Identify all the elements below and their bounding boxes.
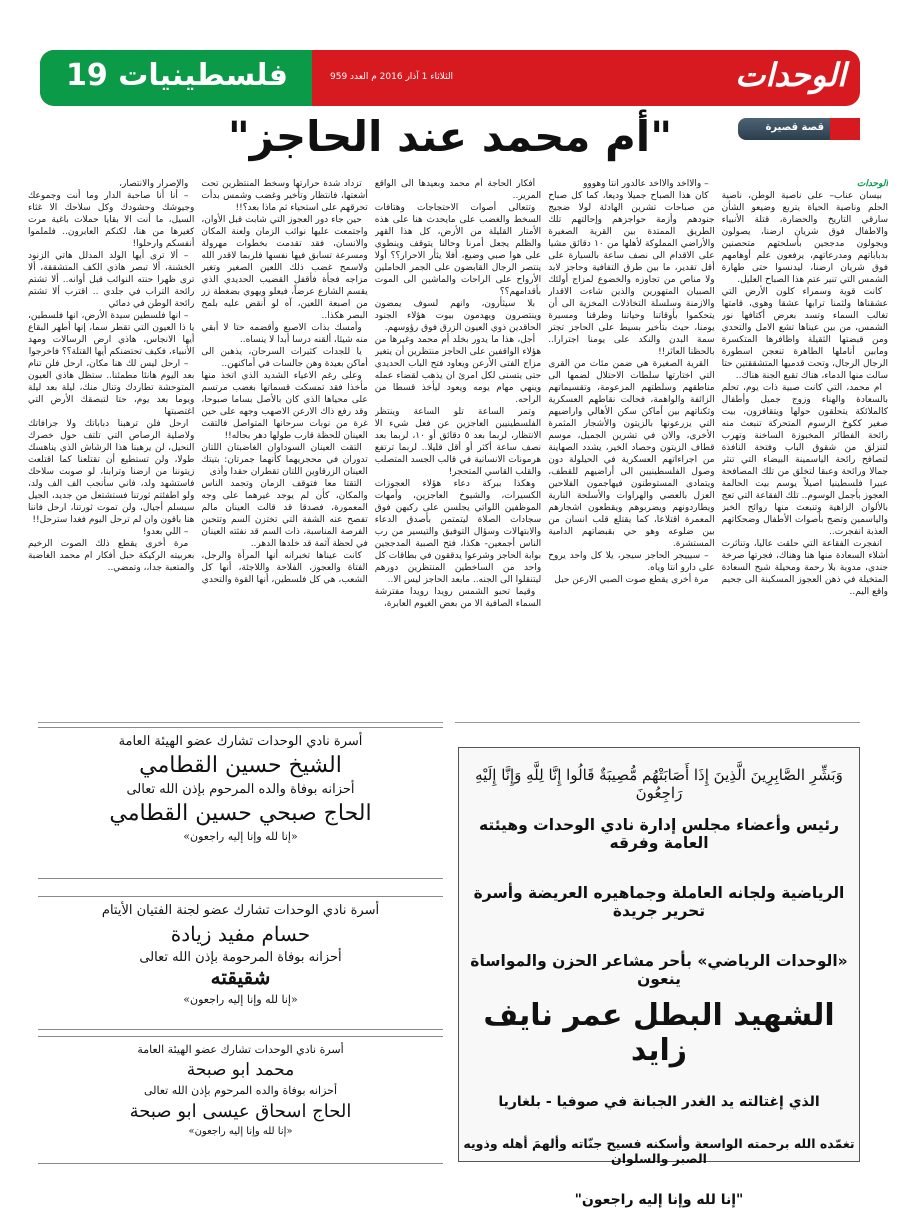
paragraph: أفكار الحاجة أم محمد وبعيدها الى الواقع المرير.. <box>374 179 542 201</box>
paragraph: – ارحل ليس لك هنا مكان، ارحل فلن تنام بعد اليوم هانئا مطمئنا.. ستظل هاذي العيون المتوحشة تطاردك وتنال منك، ليلة بعد ليلة ويوما بعد يوم، حتا لتبصقك الأرض التي اغتصبتها <box>27 359 195 417</box>
paragraph: – اللي بعدو! <box>142 527 189 537</box>
notice-intro: أسرة نادي الوحدات تشارك عضو لجنة الفتيان الأيتام <box>101 903 380 918</box>
paragraph: – سيييجر الحاجز سيجر، يلا كل واحد يروح على دارو انتا وياه. <box>548 551 715 573</box>
notice-deceased: الحاج صبحي حسين القطامي <box>109 801 372 826</box>
notice-member-name: محمد ابو صبحة <box>186 1060 295 1080</box>
obituary-closing: "إنا لله وإنا إليه راجعون" <box>574 1192 744 1208</box>
paragraph: – والااخد والااخد عالدور انتا وهووو <box>583 179 709 189</box>
paragraph: القرية الصغيرة هي ضمن مئات من القرى التي اختارتها سلطات الاحتلال لضمها الى مناطقهم وسلطتهم المزعومة، وتقسيماتهم الزائفة والواهمة، فحالت نقاطهم العسكرية وثكناتهم بين أماكن سكن الأهالي واراضيهم التي يزرعونها بالزيتون والأشجار المثمرة الأخرى، والان في تشرين الجميل، موسم قطاف الزيتون وحصاد الخير، يشدد الصهاينة من اجراءاتهم العسكرية في الحيلولة دون وصول الفلسطينيين الى أراضيهم للقطف، ويتمادى المستوطنون فيهاجمون الفلاحين العزل بالعصي والهراوات والأسلحة النارية ويطاردونهم ويضربوهم ويقطعون اشجارهم المعمرة اقتلاعا، كما يقتلع قلب انسان من بين ضلوعه وهو حي بقبضاتهم الدامية المستشرة. <box>548 359 715 549</box>
martyr-name: الشهيد البطل عمر نايف زايد <box>483 998 835 1068</box>
condolence-notice <box>38 727 443 879</box>
paragraph: وتمر الساعة تلو الساعة وينتظر الفلسطينيين العاجزين عن فعل شيء الا الانتظار، لربما بعد ٥ دقائق أو ١٠، لربما بعد نصف ساعة أكثر أو أقل قليلا.. لربما ترتفع هرمونات الانسانية في قالب الجسد المتصلب والقلب القاسي المتحجر! <box>374 407 542 477</box>
obituary-line: تغمّده الله برحمته الواسعة وأسكنه فسيح جنّاته وألهمَ أهله وذويه الصبر والسلوان <box>463 1136 855 1166</box>
notice-deceased: شقيقته <box>210 965 271 989</box>
quran-verse: وَبَشِّرِ الصَّابِرِينَ الَّذِينَ إِذَا أَصَابَتْهُم مُّصِيبَةٌ قَالُوا إِنَّا لِلَّهِ وَإِنَّا إِلَيْهِ رَاجِعُونَ <box>475 766 843 802</box>
martyr-obituary <box>458 747 860 1208</box>
notice-closing: «إنا لله وإنا إليه راجعون» <box>183 993 298 1006</box>
notice-closing: «إنا لله وإنا إليه راجعون» <box>188 1126 293 1137</box>
notice-line: أحزانه بوفاة المرحومة بإذن الله تعالى <box>139 950 342 965</box>
condolence-notice <box>38 896 443 1030</box>
notice-member-name: حسام مفيد زيادة <box>170 922 311 946</box>
tag-accent <box>830 118 860 140</box>
paragraph: كانت قوية وسمراء كلون الأرض التي عشقناها ولثمنا ترابها عشقا وهوى، قامتها تغالب السماء وتسد بعرض أكتافها نور الشمس، من بين عيناها تشع الامل والتحدي ومن قبضتها الثقيلة واظافرها المتكسرة ومابين أناملها الطاهرة تنعجن اسطورة الرجال الرجال، وتحت قدميها المتشققتين حتا سالت منها الدماء، هناك تقبع الجنة هناك.. <box>721 287 888 381</box>
paragraph: مرة أخرى يقطع ذلك الصوت الرخيم بعربيته الركيكة حبل أفكار ام محمد الغاضبة والمتعبة جدا،، وتمضي.. <box>27 539 195 573</box>
obituary-line: «الوحدات الرياضي» بأحر مشاعر الحزن والمواساة ينعون <box>470 952 848 988</box>
paragraph: بلا سيثأرون، وانهم لسوف يمضون وينتصرون ويهدمون بيوت هؤلاء الجنود الحاقدين ذوي العيون الزرق فوق رؤوسهم. <box>374 299 542 333</box>
article-column <box>722 178 888 718</box>
obituary-line: الرياضية ولجانه العاملة وجماهيره العريضة وأسرة تحرير جريدة <box>473 884 845 920</box>
section-title: فلسطينيات 19 <box>66 58 288 93</box>
paragraph: انفجرت الفقاعة التي حلقت عاليا، وتناثرت أشلاء السعادة منها هنا وهناك، فجرتها صرخة جندي، مدوية بلا رحمة ومحيلة شبح السعادة المتخيلة في ذهن العجوز المسكينة الى جحيم واقع اليم.. <box>721 539 888 597</box>
newspaper-logo: الوحدات <box>735 56 846 94</box>
notice-member-name: الشيخ حسين القطامي <box>139 753 342 778</box>
paragraph: أجل، هذا ما يدور بخلد أم محمد وغيرها من هؤلاء الواقفين على الحاجز منتظرين أن يتغير مزاج الفتى الأرعن ويعاود فتح الباب الحديدي حتى يتسنى لكل امرئ ان يذهب لقضاء عمله وينهي مهام يومه ويعود ليأخذ قسطا من الراحه. <box>374 335 542 405</box>
paragraph: كان هذا الصباح جميلا وديعا، كما كل صباح من صباحات تشرين الهادئة لولا ضجيج جنودهم وأزمة حواجزهم وإحالتهم تلك الطريق الممتدة بين القرية الصغيرة والأراضي المملوكة لأهلها من ١٠ دقائق مشيا على الاقدام الى نصف ساعة بالسيارة على أقل تقدير، ما بين طرق التفافية وحاجز لابد ولا مناص من تجاوزه والخضوع لمزاج أولئك الصبيان المتهورين والذين شاءت الاقدار والازمنة وسلسلة التخاذلات المخزية الى أن يتحكموا بأوقاتنا وحياتنا وطرقنا ومسيرة يومنا، حيث بتأخير بسيط على الحاجز تجتر سمة البدن والنكد على يومنا اجترارا.. بالحظنا العاثر!! <box>548 191 715 357</box>
category-tag <box>738 118 860 140</box>
condolence-notice <box>38 1036 443 1164</box>
paragraph: وأمسك بذات الاصبع وأقضمه حتا لا أبقي منه شيئا، ألقنه درسا أبدا لا ينساه.. <box>201 323 368 345</box>
article-column <box>201 178 367 718</box>
paragraph: وهكذا ببركة دعاء هؤلاء العجوزات الكسيرات، والشيوخ العاجزين، وأمهات الموظفين اللواتي يجلسن على ركبهن فوق سجادات الصلاة ليتمتمن بأصدق الدعاء والابتهالات وسؤال التوفيق والتيسير من رب الناس أجمعين- هكذا، فتح الصبية المدججين بوابة الحاجز وشرعوا يدققون في بطاقات كل واحد من الساخطين المنتظرين دورهم ليتنقلوا الى الجنه.. مابعد الحاجز ليس الا.. <box>374 479 542 585</box>
notice-deceased: الحاج اسحاق عيسى ابو صبحة <box>129 1101 352 1122</box>
article-column <box>375 178 541 718</box>
paragraph: بيسان عناب– على ناصية الوطن، ناصية الحلم وناصية الحياة يتربع وضيعو الشأن سارقي التاريخ والحضارة، قتلة الأنبياء والاطفال فوق شريان ارضنا، يصولون ويجولون مدججين بأسلحتهم متحصنين بدباباتهم ومدرعاتهم، يرفعون علم أوهامهم فوق شريان ارضنا، ليدنسوا حتى طهارة الشمس التي تنير عتم هذا الصباح العليل. <box>721 191 888 285</box>
obituary-line: الذي إغتالته يد الغدر الجبانة في صوفيا - بلغاريا <box>498 1094 820 1110</box>
paragraph: ارحل فلن ترهبنا دباباتك ولا جرافاتك ولاصلية الرصاص التي تلتف حول خصرك النحيل، لن يرهبنا هذا الرشاش الذي يناهسك طولا، ولن تستطيع أن تقتلعنا كما اقتلعت زيتوننا من ارضنا وترابنا، لو صوبت سلاحك فاستشهد ولد، فاني سأنجب الف الف ولد، ولو اطفئتم ثورتنا فستشتعل من جديد، الجيل سيسلم أجيال، ولن تموت ثورتنا، ارحل فاننا هنا باقون وان لم ترحل اليوم فغدا سترحل!! <box>27 419 195 525</box>
paragraph: يا للجدات كثيرات السرحان، يذهبن الى أماكن بعيدة وهن جالسات في أماكنهن.. <box>201 347 368 369</box>
divider <box>455 722 860 723</box>
paragraph: مرة أخرى يقطع صوت الصبي الارعن حبل <box>554 575 709 585</box>
notice-intro: أسرة نادي الوحدات تشارك عضو الهيئة العامة <box>137 1043 344 1056</box>
paragraph: وعلى رغم الاعياء الشديد الذي اتخذ منها مأخذا فقد تمسكت قسماتها بغضب مرتسم على محياها الذي كان بالأصل بساما صبوحا، وقد رفع ذاك الارعن الاصهب وجهه على حين غرة من نوبات سرحانها المتواصل فالتقت العينان للحظة قارب طولها دهر بحاله!! <box>201 371 368 441</box>
paragraph: والإصرار والانتصار، <box>119 179 189 189</box>
paragraph: – أنا أنا صاحبة الدار وما أنت وجموعك وجيوشك وحشودك وكل سلاحك الا غثاء السيل، ما أنت الا بقايا حملات باغية مرت كغيرها من هنا، لكنكم العابرون.. فلملموا أنفسكم وارحلوا! <box>27 191 195 249</box>
paragraph: التقتا معا فتوقف الزمان وتجمد الناس والمكان، كأن لم يوجد غيرهما على وجه المعمورة، فصدقا قد قالت العينان مالم تفصح عنه الشفة التي تختزن السم وتتحين الفرصة المناسبة، ذات السم قد نفثته العينان في لحظة آثمة قد خلدها الدهر.. <box>201 479 368 549</box>
paragraph: كانت عيناها تخبرانه أنها المرأة والرجل، الفتاة والعجوز، الفلاحة واللاجئة، أنها كل الشعب، هي كل فلسطين، أنها القوة والتحدي <box>201 551 368 585</box>
paragraph: وقيما تحبو الشمس رويدا رويدا مفترشة السماء الصافية الا من بعض الغيوم العابرة، <box>374 587 542 609</box>
dateline: الثلاثاء 1 آذار 2016 م العدد 959 <box>330 72 454 82</box>
article-column <box>28 178 194 718</box>
notice-closing: «إنا لله وإنا إليه راجعون» <box>183 830 298 843</box>
notice-intro: أسرة نادي الوحدات تشارك عضو الهيئة العامة <box>118 734 363 749</box>
divider <box>38 722 443 723</box>
paragraph: ام محمد، التي كانت صبية ذات يوم، تحلم بالسعادة والهناء وزوج جميل وأطفال كالملائكة يتحلقون حولها ويتقافزون، بيت صغير ككوخ الرسوم المتحركة تنبعث منه رائحة الفطائر المخبوزة الساخنة وتهرب لتنزلق من شقوق الباب وفتحة النافذة لتصافح رائحة الياسمينة البيضاء التي تنثر جمالا ورائحة وعبقا لتخلق من تلك المصافحة عبيرا فلسطينيا اصيلاً يوسم بيت الحالمة العجوز بأجمل الوسوم.. تلك الفقاعة التي تعج بالألوان الزاهية وتنبعث منها روائح الخبز والياسمين وتضج بأصوات الأطفال وضحكاتهم العذبة انفجرت.. <box>721 383 888 537</box>
tag-label: قصة قصيرة <box>765 122 824 133</box>
article-column <box>548 178 714 718</box>
article-body <box>28 178 888 718</box>
notice-line: أحزانه بوفاة والده المرحوم بإذن الله تعالى <box>126 782 355 797</box>
paragraph: – انها فلسطين سيدة الأرض، انها فلسطين، يا ذا العيون التي تقطر سما، إنها أطهر البقاع أيها الانجاس، هاذي ارض الرسالات ومهد الأنبياء، فكيف تحتضنكم أيها القتلة؟؟ فاخرجوا <box>27 311 195 357</box>
paragraph: تزداد شدة حرارتها وسخط المنتظرين تحت أشعتها، فانتظار وتأخير وغضب وشمس بدأت تحرقهم على استحياء ثم ماذا بعد؟!! <box>201 179 368 213</box>
article-source: الوحدات <box>856 179 888 189</box>
paragraph: التقت العينان السوداوان الغاضبتان اللتان تدوران في محجريهما كأنهما جمرتان: بتيتك العينان الزرقاوين اللتان تقطران حقدا وأذى <box>201 443 368 477</box>
paragraph: – ألا ترى أيها الولد المدلل هاتي الزنود الخشنة، ألا تبصر هاذي الكف المتشققة، ألا ترى ظهرا حنته النوائب قبل أوانه.. ألا تشتم رائحة التراب في جلدي .. اقترب ألا تشتم رائحة الوطن في دمائي <box>27 251 195 309</box>
masthead <box>40 50 860 106</box>
notice-line: أحزانه بوفاة والده المرحوم بإذن الله تعالى <box>144 1084 337 1097</box>
obituary-line: رئيس وأعضاء مجلس إدارة نادي الوحدات وهيئته العامة وفرقه <box>479 816 839 852</box>
article-headline: "أم محمد عند الحاجز" <box>227 112 673 161</box>
paragraph: وتتعالى أصوات الاحتجاجات وهتافات السخط والغضب على مايحدث هنا على هذه الأمتار القليلة من الأرض، كل هذا القهر والظلم يجعل أمرنا وحالنا يتوقف وينطوي على هوا صبي وضيع، أفلا يثأر الاحرار؟؟ أولا ينتصر الرجال القابضون على الجمر الحاملين الأرواح على الراحات والماشين الى الموت بأقدامهم؟؟ <box>374 203 542 297</box>
paragraph: حين جاء دور العجوز التي شابت قبل الأوان، واجتمعت عليها نوائب الزمان ولعنة المكان والانسان، فقد تقدمت بخطوات مهرولة ومسرعة تسابق فيها نفسها فلربما لاقدر الله ولاسمح غضب ذلك اللعين الصغير وتغير مزاجه فجأة فأقفل القضيب الحديدي الذي يقسم الشارع عرضاً، فيعلو ويهوي بضغطة زر من اصبعة اللعين، آه لو أنقض عليه بلمح البصر هكذا.. <box>201 215 368 321</box>
